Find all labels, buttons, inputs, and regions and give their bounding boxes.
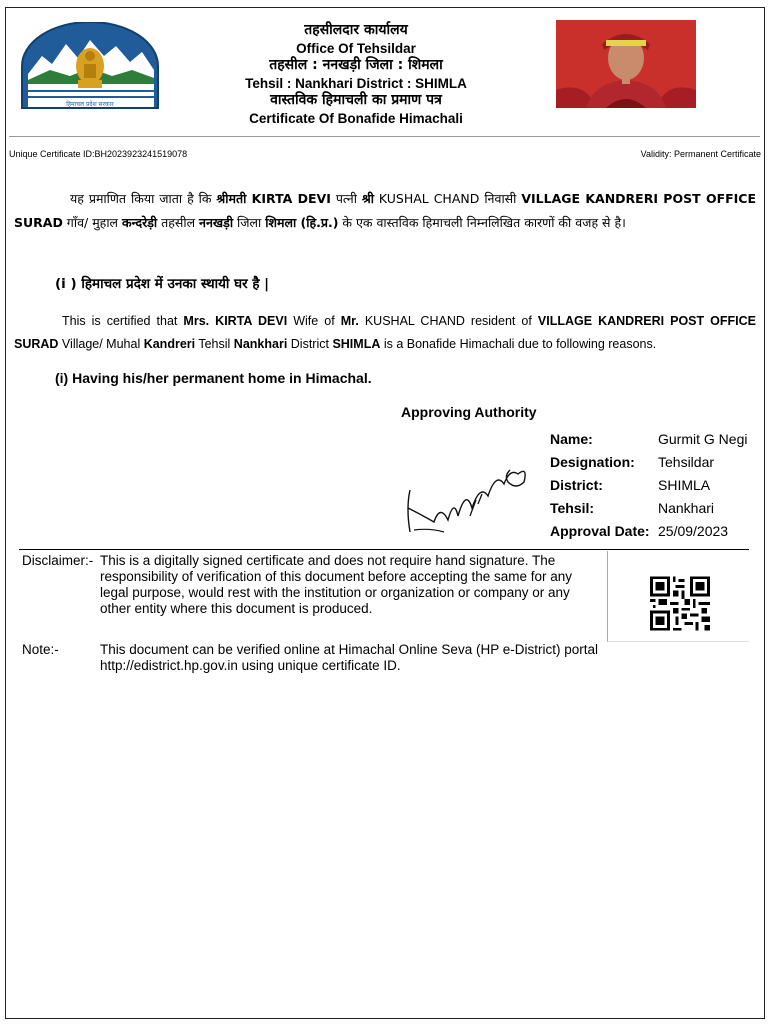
authority-district-row	[550, 473, 747, 496]
authority-name-value: Gurmit G Negi	[658, 430, 748, 447]
certificate-body-hindi: यह प्रमाणित किया जाता है कि श्रीमती KIRTA DEVI पत्नी श्री KUSHAL CHAND निवासी VILLAGE KANDRERI POST OFFICE SURAD गाँव/ मुहाल कन्दरेड़ी तहसील ननखड़ी जिला शिमला (हि.प्र.) के एक वास्तविक हिमाचली निम्नलिखित कारणों की वजह से है।	[14, 191, 757, 230]
disclaimer-text: This is a digitally signed certificate and does not require hand signature. The responsibility of verification of this document before accepting the same for any legal purpose, would rest with the institution or organization or company or any other entity where this document is produced.	[100, 553, 572, 616]
reason-hindi: (i ) हिमाचल प्रदेश में उनका स्थायी घर है |	[55, 276, 270, 292]
approval-date-row	[550, 519, 747, 542]
office-title-english: Office Of Tehsildar	[296, 40, 416, 56]
emblem-caption: हिमाचल प्रदेश सरकार	[66, 101, 114, 108]
approval-date-value: 25/09/2023	[658, 522, 729, 539]
approval-date-label: Approval Date:	[550, 522, 650, 539]
certificate-title-hindi: वास्तविक हिमाचली का प्रमाण पत्र	[270, 92, 442, 108]
note-label: Note:-	[22, 642, 59, 657]
authority-name-label: Name:	[550, 430, 593, 447]
authority-designation-value: Tehsildar	[658, 453, 715, 470]
authority-designation-label: Designation:	[550, 453, 635, 470]
reason-english: (i) Having his/her permanent home in Himachal.	[55, 370, 372, 386]
office-title-hindi: तहसीलदार कार्यालय	[304, 22, 408, 38]
certificate-id: Unique Certificate ID:BH2023923241519078	[9, 149, 188, 159]
certificate-meta	[9, 149, 761, 159]
disclaimer-label: Disclaimer:-	[22, 553, 94, 568]
footer-divider	[19, 549, 749, 550]
qr-code-icon[interactable]	[650, 576, 710, 631]
certificate-body-english: This is certified that Mrs. KIRTA DEVI Wife of Mr. KUSHAL CHAND resident of VILLAGE KANDRERI POST OFFICE SURAD Village/ Muhal Kandreri Tehsil Nankhari District SHIMLA is a Bonafide Himachali due to following reasons.	[14, 314, 757, 351]
applicant-photo	[556, 20, 696, 108]
authority-details	[550, 427, 747, 542]
location-hindi: तहसील : ननखड़ी जिला : शिमला	[269, 57, 443, 73]
note-text: This document can be verified online at Himachal Online Seva (HP e-District) portal http://edistrict.hp.gov.in using unique certificate ID.	[100, 642, 598, 673]
certificate-validity: Validity: Permanent Certificate	[640, 149, 761, 159]
qr-code-panel	[607, 551, 749, 642]
location-english: Tehsil : Nankhari District : SHIMLA	[245, 75, 467, 91]
approving-authority-title: Approving Authority	[401, 404, 537, 420]
authority-district-value: SHIMLA	[658, 476, 711, 493]
authority-district-label: District:	[550, 476, 603, 493]
header-divider	[9, 136, 760, 137]
authority-tehsil-value: Nankhari	[658, 499, 715, 516]
certificate-page	[5, 7, 765, 1019]
himachal-emblem-logo	[20, 22, 160, 110]
authority-tehsil-row	[550, 496, 747, 519]
certificate-header	[186, 22, 526, 127]
authority-tehsil-label: Tehsil:	[550, 499, 595, 516]
authority-name-row	[550, 427, 747, 450]
signature-image	[400, 448, 540, 536]
authority-designation-row	[550, 450, 747, 473]
certificate-title-english: Certificate Of Bonafide Himachali	[249, 110, 463, 126]
